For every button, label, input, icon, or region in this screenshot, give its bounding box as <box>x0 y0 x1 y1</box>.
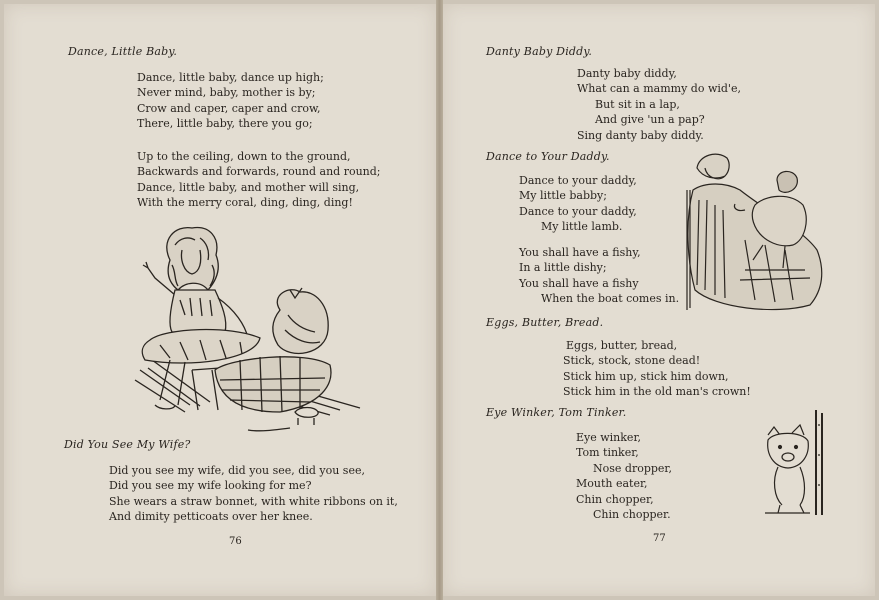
poem-title-did-you-see-my-wife: Did You See My Wife? <box>64 438 191 451</box>
poem-line: Dance to your daddy, <box>519 174 637 187</box>
poem-line: Mouth eater, <box>576 477 648 491</box>
poem-line: There, little baby, there you go; <box>137 117 313 131</box>
poem-line: Eye winker, <box>576 431 641 444</box>
poem-line: And dimity petticoats over her knee. <box>109 510 313 524</box>
book-gutter <box>436 0 443 600</box>
poem-title-dance-little-baby: Dance, Little Baby. <box>68 45 178 58</box>
poem-dance-to-your-daddy-stanza-1 <box>519 173 637 235</box>
poem-line: Crow and caper, caper and crow, <box>137 101 321 115</box>
pig-peeking-illustration <box>760 405 830 517</box>
poem-eggs-butter-bread <box>563 338 751 400</box>
poem-line: Danty baby diddy, <box>577 67 677 80</box>
poem-dance-to-your-daddy-stanza-2 <box>519 245 679 307</box>
poem-line: Never mind, baby, mother is by; <box>137 86 316 100</box>
poem-line: With the merry coral, ding, ding, ding! <box>137 196 353 210</box>
poem-line: Dance, little baby, dance up high; <box>137 71 324 84</box>
poem-line: Sing danty baby diddy. <box>577 128 704 142</box>
poem-line: She wears a straw bonnet, with white ribbons on it, <box>109 494 398 508</box>
poem-dance-little-baby-stanza-2 <box>137 149 381 211</box>
poem-line: Backwards and forwards, round and round; <box>137 165 381 179</box>
poem-line: My little lamb. <box>541 220 623 234</box>
poem-line: When the boat comes in. <box>541 292 680 306</box>
poem-danty-baby-diddy <box>577 66 741 143</box>
poem-line: You shall have a fishy, <box>519 246 641 259</box>
poem-line: What can a mammy do wid'e, <box>577 82 741 96</box>
poem-eye-winker-tom-tinker <box>576 430 672 522</box>
poem-title-eye-winker-tom-tinker: Eye Winker, Tom Tinker. <box>486 406 627 419</box>
poem-title-danty-baby-diddy: Danty Baby Diddy. <box>486 45 593 58</box>
poem-title-eggs-butter-bread: Eggs, Butter, Bread. <box>486 316 604 329</box>
poem-line: Chin chopper, <box>576 492 654 506</box>
poem-line: You shall have a fishy <box>519 276 639 290</box>
poem-line: Nose dropper, <box>593 461 672 475</box>
poem-line: But sit in a lap, <box>595 97 680 111</box>
poem-line: Up to the ceiling, down to the ground, <box>137 150 351 163</box>
page-number-right: 77 <box>653 533 666 544</box>
page-number-left: 76 <box>229 536 242 547</box>
poem-line: Stick him in the old man's crown! <box>563 385 751 399</box>
poem-line: In a little dishy; <box>519 261 607 275</box>
poem-line: Tom tinker, <box>576 446 639 460</box>
mother-and-baby-illustration <box>685 150 830 318</box>
poem-line: And give 'un a pap? <box>595 113 705 127</box>
poem-line: Did you see my wife, did you see, did you see, <box>109 464 365 477</box>
girl-sitting-illustration <box>130 220 370 435</box>
poem-line: Chin chopper. <box>593 508 671 522</box>
poem-line: Dance, little baby, and mother will sing, <box>137 180 360 194</box>
poem-line: Stick him up, stick him down, <box>563 369 729 383</box>
poem-dance-little-baby-stanza-1 <box>137 70 324 132</box>
poem-title-dance-to-your-daddy: Dance to Your Daddy. <box>486 150 610 163</box>
poem-line: Stick, stock, stone dead! <box>563 354 701 368</box>
poem-did-you-see-my-wife <box>109 463 398 525</box>
poem-line: Dance to your daddy, <box>519 204 637 218</box>
poem-line: Did you see my wife looking for me? <box>109 479 312 493</box>
poem-line: Eggs, butter, bread, <box>566 339 678 352</box>
poem-line: My little babby; <box>519 189 607 203</box>
